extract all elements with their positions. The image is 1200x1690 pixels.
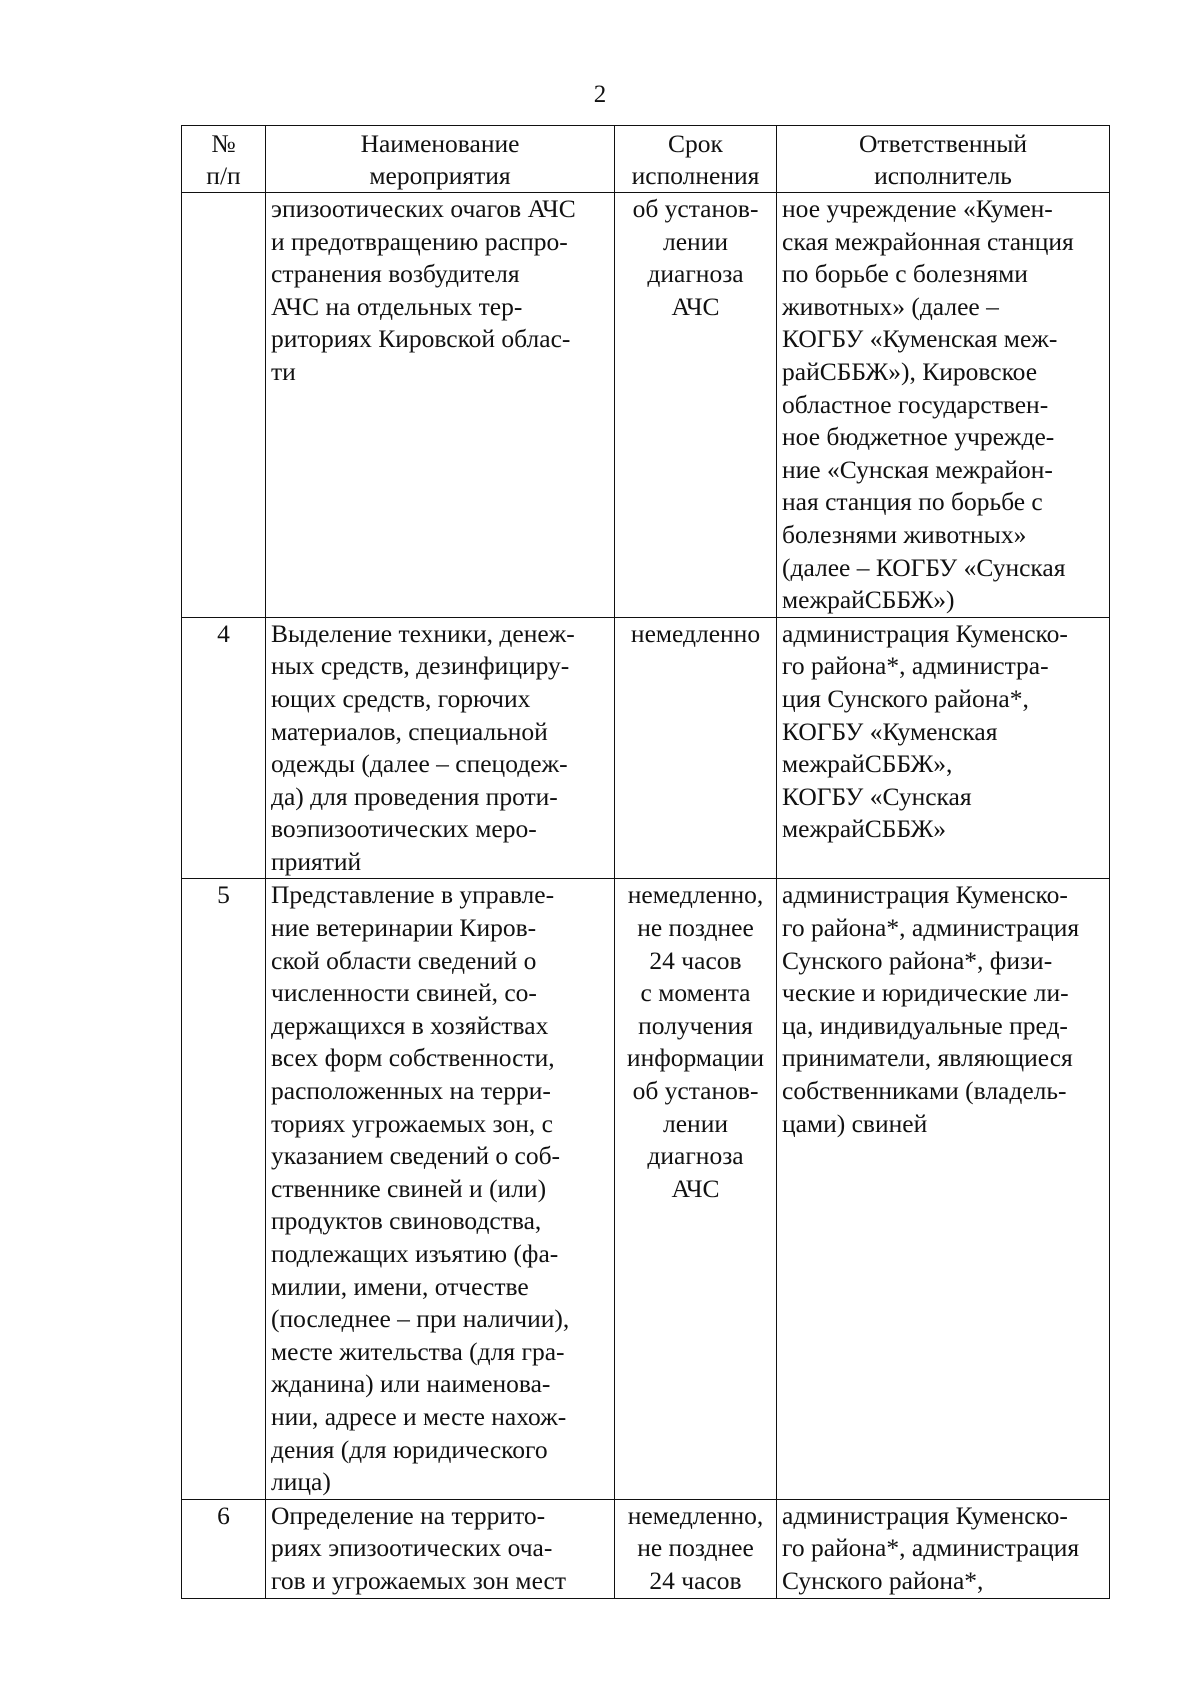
cell-line: немедленно,: [627, 1500, 764, 1530]
cell-line: не позднее: [637, 913, 754, 943]
cell-line: странения возбудителя: [271, 259, 520, 289]
cell-line: продуктов свиноводства,: [271, 1206, 542, 1236]
cell-line: всех форм собственности,: [271, 1043, 555, 1073]
cell-num: [182, 193, 266, 618]
cell-line: с момента: [640, 978, 751, 1008]
cell-line: ние ветеринарии Киров-: [271, 913, 537, 943]
header-deadline: Срок исполнения: [615, 126, 777, 193]
cell-line: численности свиней, со-: [271, 978, 537, 1008]
cell-name: [266, 193, 615, 618]
cell-line: держащихся в хозяйствах: [271, 1010, 549, 1040]
cell-line: приниматели, являющиеся: [782, 1043, 1073, 1073]
cell-name: [266, 879, 615, 1499]
cell-line: животных» (далее –: [782, 291, 999, 321]
cell-line: об установ-: [632, 194, 759, 223]
cell-line: ных средств, дезинфициру-: [271, 651, 570, 681]
cell-line: КОГБУ «Куменская: [782, 716, 998, 746]
cell-line: подлежащих изъятию (фа-: [271, 1239, 559, 1268]
cell-line: лица): [271, 1467, 331, 1497]
cell-line: АЧС: [671, 291, 720, 321]
cell-line: Представление в управле-: [271, 880, 555, 910]
cell-line: ца, индивидуальные пред-: [782, 1010, 1068, 1040]
cell-line: го района*, администрация: [782, 1533, 1080, 1563]
cell-line: ской области сведений о: [271, 945, 537, 975]
cell-line: ция Сунского района*,: [782, 683, 1029, 713]
cell-line: да) для проведения проти-: [271, 781, 558, 811]
cell-line: гов и угрожаемых зон мест: [271, 1565, 566, 1595]
cell-line: (последнее – при наличии),: [271, 1304, 570, 1334]
cell-line: ное бюджетное учрежде-: [782, 422, 1055, 452]
cell-line: немедленно: [630, 618, 761, 648]
cell-line: получения: [638, 1010, 753, 1040]
cell-line: и предотвращению распро-: [271, 226, 568, 256]
table-row: [182, 617, 1110, 879]
cell-line: Определение на террито-: [271, 1500, 546, 1530]
cell-line: межрайСББЖ»: [782, 814, 947, 844]
cell-line: не позднее: [637, 1533, 754, 1563]
table-row: [182, 879, 1110, 1499]
cell-line: информации: [626, 1043, 765, 1073]
cell-line: собственниками (владель-: [782, 1076, 1067, 1106]
cell-line: расположенных на терри-: [271, 1076, 551, 1106]
cell-num: 6: [182, 1499, 266, 1598]
cell-line: цами) свиней: [782, 1108, 928, 1138]
cell-line: райСББЖ»), Кировское: [782, 356, 1038, 386]
header-name: Наименование мероприятия: [266, 126, 615, 193]
cell-line: риториях Кировской облас-: [271, 324, 571, 354]
cell-line: ственнике свиней и (или): [271, 1173, 547, 1203]
cell-line: ная станция по борьбе с: [782, 487, 1043, 517]
cell-line: жданина) или наименова-: [271, 1369, 551, 1399]
cell-line: администрация Куменско-: [782, 618, 1068, 648]
cell-line: 24 часов: [649, 1565, 742, 1595]
cell-responsible: [777, 617, 1110, 879]
table-row: [182, 193, 1110, 618]
cell-line: эпизоотических очагов АЧС: [271, 194, 576, 223]
page-number: 2: [593, 81, 607, 108]
cell-line: АЧС: [671, 1173, 720, 1203]
cell-line: месте жительства (для гра-: [271, 1336, 565, 1366]
cell-line: диагноза: [647, 1141, 744, 1171]
cell-line: Сунского района*,: [782, 1565, 984, 1595]
cell-line: КОГБУ «Сунская: [782, 781, 972, 811]
cell-deadline: [615, 617, 777, 879]
cell-line: ное учреждение «Кумен-: [782, 194, 1053, 223]
cell-line: болезнями животных»: [782, 519, 1027, 549]
cell-line: немедленно,: [627, 880, 764, 910]
cell-line: КОГБУ «Куменская меж-: [782, 324, 1058, 354]
cell-line: ющих средств, горючих: [271, 683, 531, 713]
cell-line: (далее – КОГБУ «Сунская: [782, 552, 1066, 582]
table-header: [182, 126, 1110, 193]
cell-line: Сунского района*, физи-: [782, 945, 1053, 975]
cell-line: ская межрайонная станция: [782, 226, 1074, 256]
cell-line: указанием сведений о соб-: [271, 1141, 561, 1171]
table-body: [182, 193, 1110, 1599]
cell-line: материалов, специальной: [271, 716, 548, 746]
cell-line: милии, имени, отчестве: [271, 1271, 529, 1301]
table-row: [182, 1499, 1110, 1598]
cell-line: ти: [271, 356, 296, 386]
cell-line: областное государствен-: [782, 389, 1049, 419]
cell-deadline: [615, 193, 777, 618]
cell-num: 4: [182, 617, 266, 879]
header-responsible: Ответственный исполнитель: [777, 126, 1110, 193]
measures-table: [181, 125, 1110, 1599]
cell-line: го района*, администрация: [782, 913, 1080, 943]
cell-num: 5: [182, 879, 266, 1499]
cell-responsible: [777, 879, 1110, 1499]
cell-deadline: [615, 1499, 777, 1598]
cell-responsible: [777, 1499, 1110, 1598]
cell-line: диагноза: [647, 259, 744, 289]
cell-name: [266, 617, 615, 879]
cell-line: администрация Куменско-: [782, 1500, 1068, 1530]
cell-deadline: [615, 879, 777, 1499]
cell-line: об установ-: [632, 1076, 759, 1106]
cell-line: лении: [663, 1108, 728, 1138]
cell-line: 24 часов: [649, 945, 742, 975]
cell-line: риях эпизоотических оча-: [271, 1533, 553, 1563]
cell-line: ториях угрожаемых зон, с: [271, 1108, 553, 1138]
cell-name: [266, 1499, 615, 1598]
cell-line: межрайСББЖ»,: [782, 749, 953, 779]
cell-line: ческие и юридические ли-: [782, 978, 1069, 1008]
cell-responsible: [777, 193, 1110, 618]
cell-line: лении: [663, 226, 728, 256]
cell-line: ние «Сунская межрайон-: [782, 454, 1053, 484]
cell-line: го района*, администра-: [782, 651, 1049, 681]
cell-line: нии, адресе и месте нахож-: [271, 1401, 567, 1431]
header-row: [182, 126, 1110, 193]
cell-line: дения (для юридического: [271, 1434, 548, 1464]
cell-line: Выделение техники, денеж-: [271, 618, 575, 648]
cell-line: межрайСББЖ»): [782, 585, 955, 615]
cell-line: воэпизоотических меро-: [271, 814, 537, 844]
cell-line: одежды (далее – спецодеж-: [271, 749, 568, 779]
cell-line: АЧС на отдельных тер-: [271, 291, 523, 321]
cell-line: администрация Куменско-: [782, 880, 1068, 910]
cell-line: приятий: [271, 846, 362, 876]
cell-line: по борьбе с болезнями: [782, 259, 1028, 289]
header-num: № п/п: [182, 126, 266, 193]
